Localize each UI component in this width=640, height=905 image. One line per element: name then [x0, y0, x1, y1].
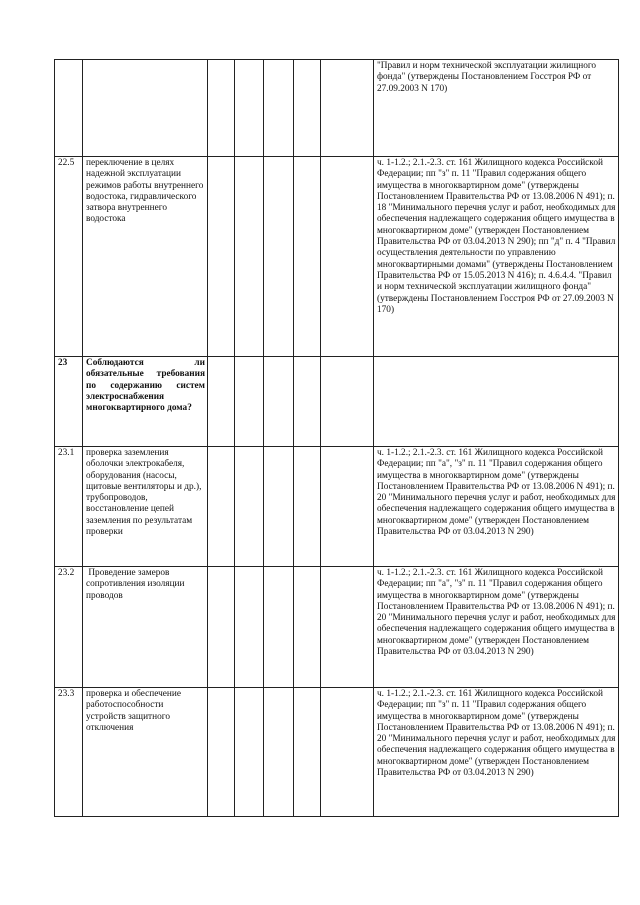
requirement-text	[83, 60, 208, 157]
item-number: 23.3	[55, 688, 83, 817]
requirement-text: проверка заземления оболочки электрокабеля, оборудования (насосы, щитовые вентиляторы и др.), трубопроводов, восстановление цепей заземления по результатам проверки	[83, 447, 208, 567]
answer-yes-cell	[208, 447, 235, 567]
answer-no-cell	[235, 357, 264, 447]
legal-reference: ч. 1-1.2.; 2.1.-2.3. ст. 161 Жилищного кодекса Российской Федерации; пп "з" п. 11 "Правил содержания общего имущества в многоквартирном доме" (утверждены Постановлением Правительства РФ от 13.08.2006 N 491); п. 20 "Минимального перечня услуг и работ, необходимых для обеспечения надлежащего содержания общего имущества в многоквартирном доме" (утвержден Постановлением Правительства РФ от 03.04.2013 N 290)	[374, 688, 619, 817]
answer-na-cell	[264, 357, 294, 447]
table-row	[55, 447, 619, 567]
answer-no-cell	[235, 157, 264, 357]
answer-extra-cell	[294, 447, 321, 567]
item-number	[55, 60, 83, 157]
item-number: 23.1	[55, 447, 83, 567]
note-cell	[321, 357, 374, 447]
answer-no-cell	[235, 447, 264, 567]
table-row	[55, 567, 619, 688]
legal-reference: "Правил и норм технической эксплуатации жилищного фонда" (утверждены Постановлением Госстроя РФ от 27.09.2003 N 170)	[374, 60, 619, 157]
answer-extra-cell	[294, 157, 321, 357]
requirement-text: переключение в целях надежной эксплуатации режимов работы внутреннего водостока, гидравлического затвора внутреннего водостока	[83, 157, 208, 357]
answer-no-cell	[235, 688, 264, 817]
answer-na-cell	[264, 447, 294, 567]
answer-yes-cell	[208, 157, 235, 357]
answer-yes-cell	[208, 60, 235, 157]
legal-reference	[374, 357, 619, 447]
answer-na-cell	[264, 60, 294, 157]
table-row	[55, 688, 619, 817]
answer-extra-cell	[294, 357, 321, 447]
note-cell	[321, 688, 374, 817]
answer-extra-cell	[294, 567, 321, 688]
item-number: 22.5	[55, 157, 83, 357]
requirement-text: Соблюдаются ли обязательные требования по содержанию систем электроснабжения многоквартирного дома?	[83, 357, 208, 447]
requirement-text: Проведение замеров сопротивления изоляции проводов	[83, 567, 208, 688]
legal-reference: ч. 1-1.2.; 2.1.-2.3. ст. 161 Жилищного кодекса Российской Федерации; пп "а", "з" п. 11 "Правил содержания общего имущества в многоквартирном доме" (утверждены Постановлением Правительства РФ от 13.08.2006 N 491); п. 20 "Минимального перечня услуг и работ, необходимых для обеспечения надлежащего содержания общего имущества в многоквартирном доме" (утвержден Постановлением Правительства РФ от 03.04.2013 N 290)	[374, 447, 619, 567]
legal-reference: ч. 1-1.2.; 2.1.-2.3. ст. 161 Жилищного кодекса Российской Федерации; пп "з" п. 11 "Правил содержания общего имущества в многоквартирном доме" (утверждены Постановлением Правительства РФ от 13.08.2006 N 491); п. 18 "Минимального перечня услуг и работ, необходимых для обеспечения надлежащего содержания общего имущества в многоквартирном доме" (утвержден Постановлением Правительства РФ от 03.04.2013 N 290); пп "д" п. 4 "Правил осуществления деятельности по управлению многоквартирными домами" (утверждены Постановлением Правительства РФ от 15.05.2013 N 416); п. 4.6.4.4. "Правил и норм технической эксплуатации жилищного фонда" (утверждены Постановлением Госстроя РФ от 27.09.2003 N 170)	[374, 157, 619, 357]
answer-na-cell	[264, 157, 294, 357]
table-row	[55, 157, 619, 357]
answer-na-cell	[264, 688, 294, 817]
note-cell	[321, 567, 374, 688]
checklist-table	[54, 59, 619, 817]
answer-yes-cell	[208, 357, 235, 447]
answer-yes-cell	[208, 688, 235, 817]
answer-no-cell	[235, 60, 264, 157]
note-cell	[321, 60, 374, 157]
table-row	[55, 357, 619, 447]
table-row	[55, 60, 619, 157]
answer-extra-cell	[294, 60, 321, 157]
answer-extra-cell	[294, 688, 321, 817]
answer-yes-cell	[208, 567, 235, 688]
answer-no-cell	[235, 567, 264, 688]
item-number: 23	[55, 357, 83, 447]
answer-na-cell	[264, 567, 294, 688]
note-cell	[321, 447, 374, 567]
legal-reference: ч. 1-1.2.; 2.1.-2.3. ст. 161 Жилищного кодекса Российской Федерации; пп "а", "з" п. 11 "Правил содержания общего имущества в многоквартирном доме" (утверждены Постановлением Правительства РФ от 13.08.2006 N 491); п. 20 "Минимального перечня услуг и работ, необходимых для обеспечения надлежащего содержания общего имущества в многоквартирном доме" (утвержден Постановлением Правительства РФ от 03.04.2013 N 290)	[374, 567, 619, 688]
note-cell	[321, 157, 374, 357]
item-number: 23.2	[55, 567, 83, 688]
requirement-text: проверка и обеспечение работоспособности устройств защитного отключения	[83, 688, 208, 817]
